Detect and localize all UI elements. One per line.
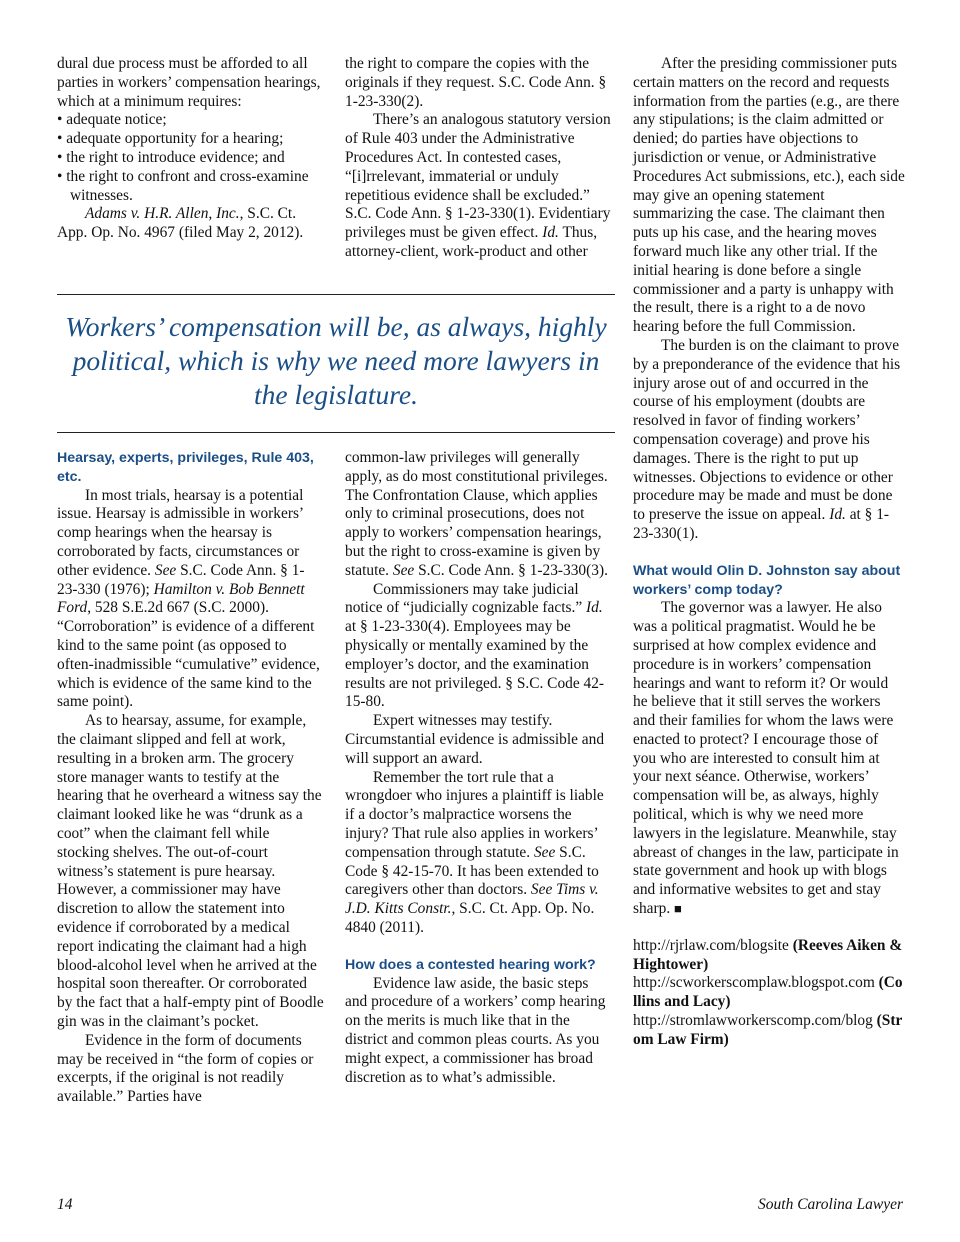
bullet-item: • the right to introduce evidence; and [57, 149, 325, 168]
signal-see: See [154, 561, 177, 579]
pullquote-rule-top [57, 294, 615, 295]
paragraph [57, 205, 325, 243]
citation-id: Id. [542, 224, 559, 242]
paragraph-text: common-law privileges will generally apply, as do most constitutional privileges. The Confrontation Clause, which applies only to criminal prosecutions, does not apply to workers’ compensation hearings, but the right to cross-examine is given by statute. [345, 449, 608, 579]
paragraph-text: In most trials, hearsay is a potential issue. Hearsay is admissible in workers’ comp hearings when the hearsay is corroborated by facts, circumstances or other evidence. [57, 486, 304, 579]
pullquote-rule-bottom [57, 432, 615, 433]
case-citation: Adams v. H.R. Allen, Inc. [85, 205, 240, 223]
paragraph: Expert witnesses may testify. Circumstantial evidence is admissible and will support an award. [345, 712, 605, 767]
citation-text: S.C. Code § 42-15-70. It has been extended to caregivers other than doctors. [345, 843, 599, 899]
paragraph: As to hearsay, assume, for example, the claimant slipped and fell at work, resulting in a broken arm. The grocery store manager wants to testify at the hearing that he overheard a witness say the claimant looked like he was “drunk as a coot” when the claimant fell while stocking shelves. The out-of-court witness’s statement is pure hearsay. However, a commissioner may have discretion to allow the statement into evidence if corroborated by a medical report indicating the claimant had a high blood-alcohol level when he arrived at the hospital soon thereafter. Or corroborated by the fact that a half-empty pint of Boodle gin was in the claimant’s pocket. [57, 712, 324, 1030]
paragraph-text: The burden is on the claimant to prove by a preponderance of the evidence that his injury arose out of and occurred in the course of his employment (doubts are resolved in favor of finding workers’ compensation coverage) and prove his damages. There is the right to put up witnesses. Objections to evidence or other procedure may be made and must be done to preserve the issue on appeal. [633, 336, 901, 524]
paragraph-text: , 528 S.E.2d 667 (S.C. 2000). “Corroboration” is evidence of a different kind to the same point (as opposed to often-inadmissible “cumulative” evidence, which is evidence of the same kind to the same point). [57, 599, 320, 711]
paragraph-text: The governor was a lawyer. He also was a political pragmatist. Would he be surprised at how complex evidence and procedure is in workers’ compensation hearings and want to reform it? Or would he believe that it still serves the workers and their families for whom the laws were enacted to protect? I encourage those of you who are interested to consult him at your next séance. Otherwise, workers’ compensation will be, as always, highly political, which is why we need more lawyers in the legislature. Meanwhile, stay abreast of changes in the law, participate in state government and hook up with blogs and informative websites to get and stay sharp. [633, 599, 899, 918]
col1-bottom [57, 449, 325, 1107]
signal-see: See [392, 561, 415, 579]
paragraph: Evidence law aside, the basic steps and procedure of a workers’ comp hearing on the merits is much like that in the district and common pleas courts. As you might expect, a commissioner has broad discretion as to what’s admissible. [345, 974, 606, 1086]
link-url[interactable]: http://stromlawworkerscomp.com/blog [633, 1012, 873, 1030]
citation-id: Id. [586, 599, 603, 617]
paragraph [633, 337, 905, 544]
citation-id: Id. [829, 506, 846, 524]
links-list [633, 937, 905, 1050]
publication-name: South Carolina Lawyer [758, 1196, 903, 1213]
paragraph: Evidence in the form of documents may be received in “the form of copies or excerpts, if the original is not readily available.” Parties have [57, 1031, 314, 1106]
paragraph [345, 111, 613, 261]
citation-text: S.C. Code Ann. § 1-23-330 (1976); [57, 561, 305, 598]
case-citation: See Tims v. J.D. Kitts Constr. [345, 881, 599, 918]
paragraph-text: Remember the tort rule that a wrongdoer who injures a plaintiff is liable if a doctor’s malpractice worsens the injury? That rule also applies in workers’ compensation through statute. [345, 768, 604, 861]
pullquote: Workers’ compensation will be, as always, highly political, which is why we need more lawyers in the legislature. [65, 311, 607, 410]
signal-see: See [533, 843, 556, 861]
paragraph-text: Thus, attorney-client, work-product and other [345, 224, 598, 260]
section-heading-hearsay: Hearsay, experts, privileges, Rule 403, etc. [57, 450, 314, 485]
page-number: 14 [57, 1196, 73, 1213]
section-heading-olin-johnston: What would Olin D. Johnston say about workers’ comp today? [633, 562, 901, 598]
col2-top [345, 55, 613, 262]
paragraph-text: Commissioners may take judicial notice of “judicially cognizable facts.” [345, 580, 583, 617]
col3 [633, 55, 905, 1050]
paragraph [633, 599, 905, 919]
link-url[interactable]: http://scworkerscomplaw.blogspot.com [633, 974, 875, 992]
paragraph [345, 449, 613, 581]
link-firm: (Reeves Aiken & Hightower) [633, 936, 903, 973]
end-mark-icon: ■ [674, 901, 682, 917]
section-heading-contested-hearing: How does a contested hearing work? [345, 956, 596, 973]
bullet-item: • adequate opportunity for a hearing; [57, 130, 325, 149]
paragraph-text: There’s an analogous statutory version of Rule 403 under the Administrative Procedures Act. In contested cases, “[i]rrelevant, immaterial or unduly repetitious evidence shall be excluded.” S.C. Code Ann. § 1-23-330(1). Evidentiary privileges must be given effect. [345, 111, 611, 242]
col2-bottom [345, 449, 613, 1087]
bullet-item: • the right to confront and cross-examine witnesses. [57, 168, 325, 206]
paragraph: the right to compare the copies with the originals if they request. S.C. Code Ann. § 1-23-330(2). [345, 55, 607, 110]
col1-top [57, 55, 325, 243]
paragraph [345, 769, 613, 938]
paragraph-text: at § 1-23-330(4). Employees may be physically or mentally examined by the employer’s doctor, and the examination results are not privileged. § S.C. Code 42-15-80. [345, 618, 605, 711]
case-citation: Hamilton v. Bob Bennett Ford [57, 580, 305, 617]
link-firm: (Collins and Lacy) [633, 974, 903, 1011]
citation-text: S.C. Code Ann. § 1-23-330(3). [418, 561, 608, 579]
paragraph: After the presiding commissioner puts certain matters on the record and requests information from the parties (e.g., are there any stipulations; is the claim admitted or denied; do parties have objections to jurisdiction or venue, or Administrative Procedures Act submissions, etc.), each side may give an opening statement summarizing the case. The claimant then puts up his case, and the hearing moves forward much like any other trial. If the initial hearing is done before a single commissioner and a party is unhappy with the result, there is a right to a de novo hearing before the full Commission. [633, 55, 905, 336]
paragraph [57, 487, 325, 713]
citation-text: , S.C. Ct. App. Op. No. 4840 (2011). [345, 900, 595, 936]
citation-text: at § 1-23-330(1). [633, 506, 890, 542]
bullet-item: • adequate notice; [57, 111, 325, 130]
paragraph: dural due process must be afforded to all parties in workers’ compensation hearings, which at a minimum requires: [57, 55, 321, 110]
paragraph [345, 581, 613, 713]
link-firm: (Strom Law Firm) [633, 1012, 903, 1048]
citation-text: , S.C. Ct. App. Op. No. 4967 (filed May 2, 2012). [57, 205, 304, 242]
link-url[interactable]: http://rjrlaw.com/blogsite [633, 936, 789, 954]
